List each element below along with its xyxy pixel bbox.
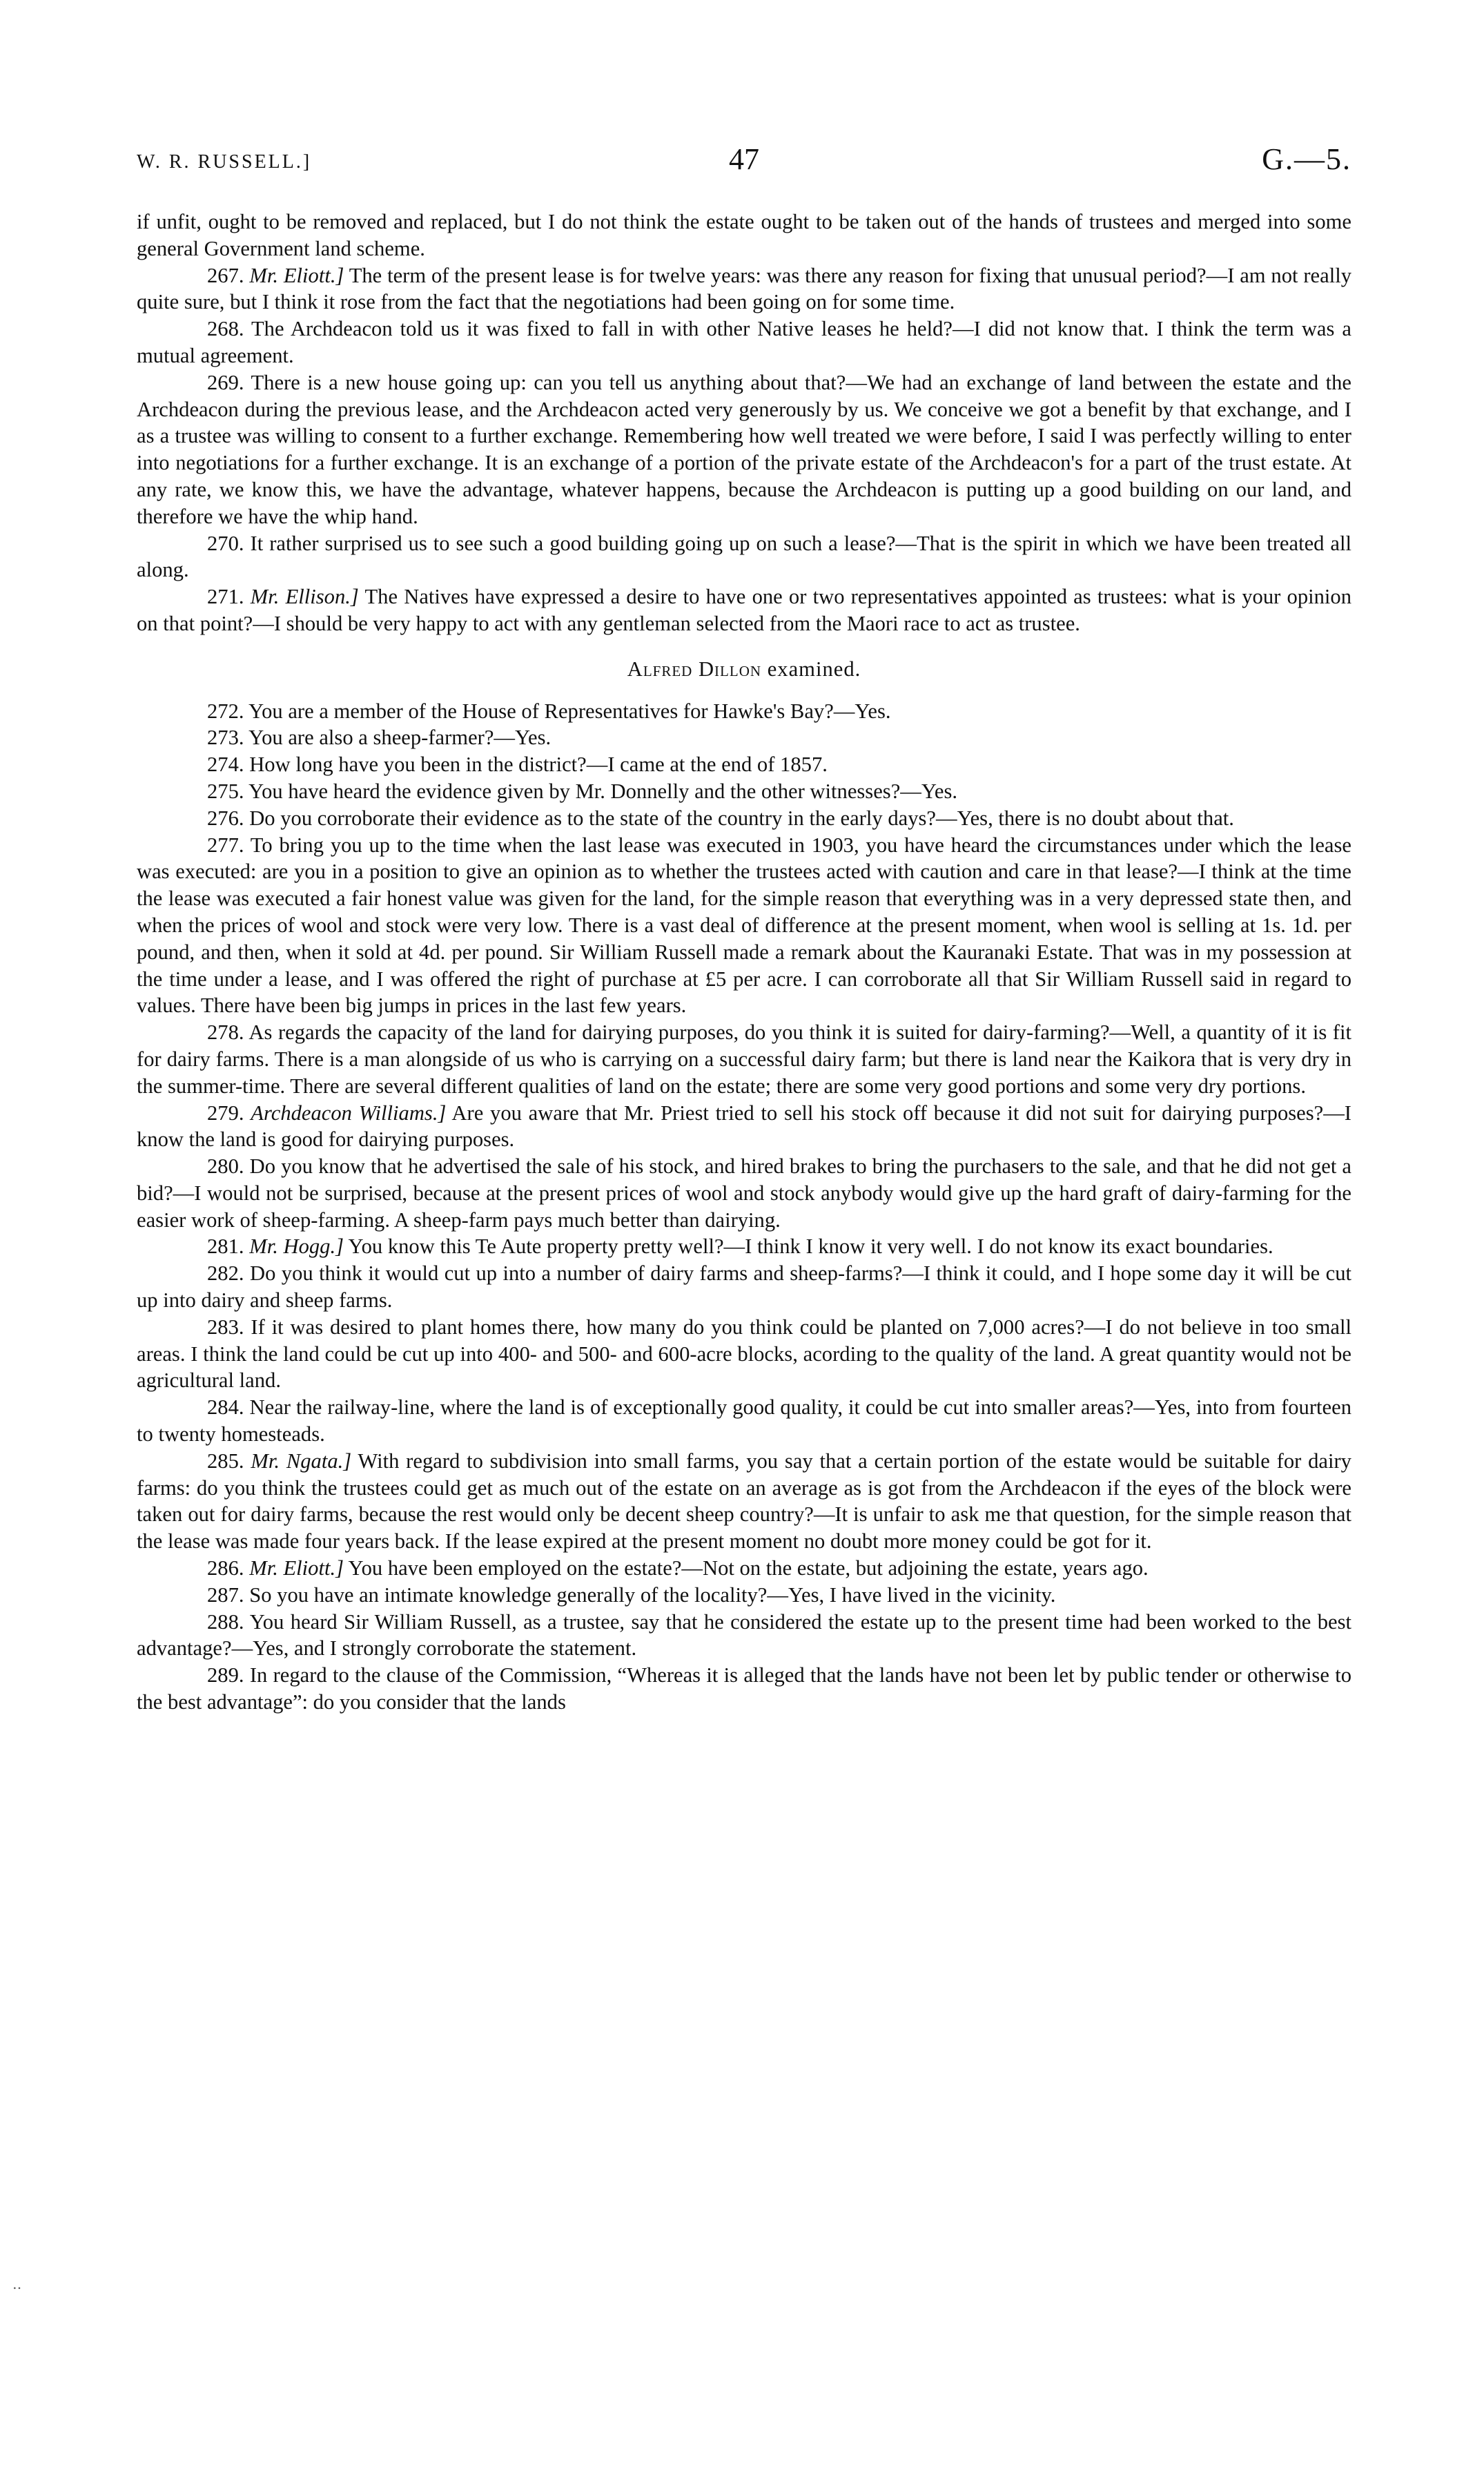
page-body [137,209,1351,1716]
continued-paragraph: if unfit, ought to be removed and replaced, but I do not think the estate ought to be taken out of the hands of trustees and merged into some general Government land scheme. [137,210,1351,260]
question-272: 272. You are a member of the House of Representatives for Hawke's Bay?—Yes. [207,699,891,723]
speaker: Mr. Hogg.] [249,1235,344,1259]
speaker: Mr. Ellison.] [250,585,359,609]
speaker: Mr. Eliott.] [249,1556,344,1580]
margin-mark: ‥ [12,2277,22,2292]
question-270: 270. It rather surprised us to see such a good building going up on such a lease?—That is the spirit in which we have been treated all along. [137,531,1352,582]
page-number: 47 [729,142,759,176]
speaker: Mr. Ngata.] [251,1449,352,1473]
question-287: 287. So you have an intimate knowledge generally of the locality?—Yes, I have lived in the vicinity. [207,1583,1056,1607]
header-witness-name: W. R. RUSSELL.] [137,151,312,173]
question-267: 267. Mr. Eliott.] The term of the present lease is for twelve years: was there any reason for fixing that unusual period?—I am not really quite sure, but I think it rose from the fact that the negotiations had been going on for some time. [137,263,1351,314]
question-268: 268. The Archdeacon told us it was fixed to fall in with other Native leases he held?—I did not know that. I think the term was a mutual agreement. [137,317,1351,367]
question-271: 271. Mr. Ellison.] The Natives have expressed a desire to have one or two representatives appointed as trustees: what is your opinion on that point?—I should be very happy to act with any gentleman selected from the Maori race to act as trustee. [137,585,1352,635]
question-280: 280. Do you know that he advertised the sale of his stock, and hired brakes to bring the purchasers to the sale, and that he did not get a bid?—I would not be surprised, because at the present prices of wool and stock anybody would give up the hard graft of dairy-farming for the easier work of sheep-farming. A sheep-farm pays much better than dairying. [137,1154,1351,1232]
question-275: 275. You have heard the evidence given by Mr. Donnelly and the other witnesses?—Yes. [207,779,958,803]
document-reference: G.—5. [1262,142,1351,176]
page-header [137,142,1351,190]
section-heading: Alfred Dillon examined. [627,657,861,681]
question-289: 289. In regard to the clause of the Commission, “Whereas it is alleged that the lands have not been let by public tender or otherwise to the best advantage”: do you consider that the lands [137,1663,1351,1714]
question-277: 277. To bring you up to the time when the last lease was executed in 1903, you have heard the circumstances under which the lease was executed: are you in a position to give an opinion as to whether the trustees acted with caution and care in that lease?—I think at the time the lease was executed a fair honest value was given for the land, for the simple reason that everything was in a very depressed state then, and when the prices of wool and stock were very low. There is a vast deal of difference at the present moment, when wool is selling at 1s. 1d. per pound, and then, when it sold at 4d. per pound. Sir William Russell made a remark about the Kauranaki Estate. That was in my possession at the time under a lease, and I was offered the right of purchase at £5 per acre. I can corroborate all that Sir William Russell said in regard to values. There have been big jumps in prices in the last few years. [137,833,1351,1018]
speaker: Mr. Eliott.] [249,263,344,287]
question-269: 269. There is a new house going up: can you tell us anything about that?—We had an exchange of land between the estate and the Archdeacon during the previous lease, and the Archdeacon acted very generously by us. We conceive we got a benefit by that exchange, and I as a trustee was willing to consent to a further exchange. Remembering how well treated we were before, I said I was perfectly willing to enter into negotiations for a further exchange. It is an exchange of a portion of the private estate of the Archdeacon's for a part of the trust estate. At any rate, we know this, we have the advantage, whatever happens, because the Archdeacon is putting up a good building on our land, and therefore we have the whip hand. [137,370,1351,528]
question-274: 274. How long have you been in the district?—I came at the end of 1857. [207,753,828,777]
speaker: Archdeacon Williams.] [251,1101,447,1125]
question-283: 283. If it was desired to plant homes there, how many do you think could be planted on 7,000 acres?—I do not believe in too small areas. I think the land could be cut up into 400- and 500- and 600-acre blocks, acording to the quality of the land. A great quantity would not be agricultural land. [137,1315,1351,1393]
question-282: 282. Do you think it would cut up into a number of dairy farms and sheep-farms?—I think it could, and I hope some day it will be cut up into dairy and sheep farms. [137,1261,1351,1313]
question-285: 285. Mr. Ngata.] With regard to subdivision into small farms, you say that a certain portion of the estate would be suitable for dairy farms: do you think the trustees could get as much out of the estate on an average as is got from the Archdeacon if the eyes of the block were taken out for dairy farms, because the rest would only be decent sheep country?—It is unfair to ask me that question, for the simple reason that the lease was made four years back. If the lease expired at the present moment no doubt more money could be got for it. [137,1449,1351,1554]
question-273: 273. You are also a sheep-farmer?—Yes. [207,726,551,750]
question-286: 286. Mr. Eliott.] You have been employed on the estate?—Not on the estate, but adjoining the estate, years ago. [207,1556,1149,1580]
question-279: 279. Archdeacon Williams.] Are you aware that Mr. Priest tried to sell his stock off because it did not suit for dairying purposes?—I know the land is good for dairying purposes. [137,1101,1351,1152]
question-276: 276. Do you corroborate their evidence as to the state of the country in the early days?—Yes, there is no doubt about that. [207,806,1234,830]
question-281: 281. Mr. Hogg.] You know this Te Aute property pretty well?—I think I know it very well. I do not know its exact boundaries. [207,1235,1273,1259]
question-278: 278. As regards the capacity of the land for dairying purposes, do you think it is suited for dairy-farming?—Well, a quantity of it is fit for dairy farms. There is a man alongside of us who is carrying on a successful dairy farm; but there is land near the Kaikora that is very dry in the summer-time. There are several different qualities of land on the estate; there are some very good portions and some very dry portions. [137,1020,1351,1098]
question-284: 284. Near the railway-line, where the land is of exceptionally good quality, it could be cut into smaller areas?—Yes, into from fourteen to twenty homesteads. [137,1395,1351,1446]
question-288: 288. You heard Sir William Russell, as a trustee, say that he considered the estate up to the present time had been worked to the best advantage?—Yes, and I strongly corroborate the statement. [137,1609,1351,1661]
